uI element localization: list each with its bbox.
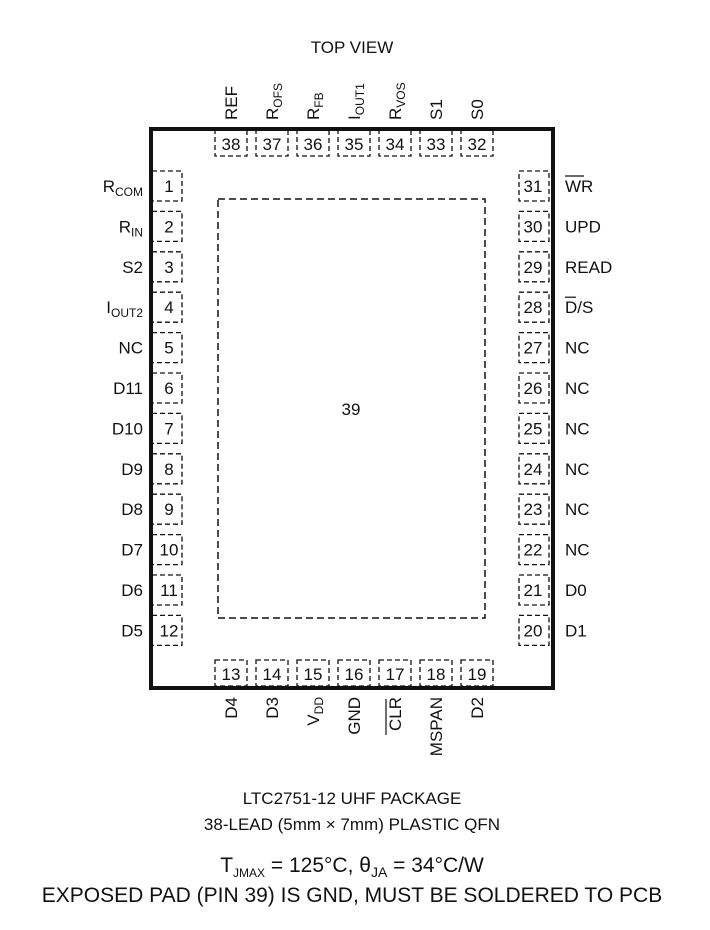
pin-number: 32 (467, 135, 487, 154)
pin-name: READ (565, 257, 613, 277)
pin-label-clr (386, 697, 405, 731)
pin-label-d8 (121, 500, 143, 519)
pin-name: REF (222, 86, 241, 120)
pin-subscript: FB (312, 92, 326, 108)
pin-name: D3 (263, 697, 282, 719)
tj-subscript: JMAX (233, 866, 266, 880)
pin-number: 8 (164, 459, 174, 479)
pin-label-d5 (121, 621, 143, 640)
pin-number: 22 (523, 540, 543, 560)
pin-name: V (304, 714, 323, 726)
pin-name: D9 (121, 459, 143, 479)
pin-name: D6 (121, 581, 143, 600)
right-pin-column (519, 171, 612, 645)
pin-number: 3 (164, 257, 174, 277)
theta-value: = 34°C/W (387, 854, 484, 877)
pin-label-rin (119, 217, 143, 239)
pin-label-read (565, 258, 612, 277)
pin-label-ref (222, 86, 241, 120)
pin-name: GND (345, 697, 364, 735)
pin-label-d9 (121, 460, 143, 479)
pin-name: NC (565, 500, 590, 520)
pin-number: 24 (523, 459, 543, 479)
pin-label-mspan (427, 697, 446, 756)
pin-number: 5 (164, 338, 174, 358)
pin-number: 4 (164, 298, 174, 318)
exposed-pad-number: 39 (341, 400, 361, 419)
pin-name: MSPAN (427, 697, 446, 757)
pin-label-rofs (263, 83, 285, 120)
pin-name: D0 (565, 581, 587, 600)
pin-number: 16 (344, 665, 364, 684)
pin-name: I (345, 115, 364, 120)
pin-name: D7 (121, 540, 143, 560)
pin-name: D4 (222, 697, 241, 719)
pin-name: CLR (386, 697, 405, 732)
tj-symbol: T (220, 854, 234, 877)
exposed-pad-note: EXPOSED PAD (PIN 39) IS GND, MUST BE SOLDERED TO PCB (41, 884, 663, 907)
pin-number: 1 (164, 177, 174, 196)
pin-number: 15 (303, 665, 323, 684)
pin-name: NC (565, 338, 590, 358)
pin-number: 30 (523, 217, 543, 237)
pin-label-d11 (113, 379, 143, 398)
pin-label-nc (118, 339, 143, 358)
pin-label-s2 (122, 258, 143, 277)
pin-number: 25 (523, 419, 543, 439)
pin-name: NC (565, 459, 590, 479)
pin-name: NC (118, 338, 143, 358)
pin-label-nc (565, 339, 590, 358)
lead-caption: 38-LEAD (5mm × 7mm) PLASTIC QFN (203, 815, 501, 834)
pin-subscript: OUT2 (110, 306, 143, 321)
diagram-title: TOP VIEW (310, 38, 394, 57)
pin-label-rfb (304, 92, 326, 120)
pin-number: 26 (523, 379, 543, 398)
pin-label-d4 (222, 697, 241, 719)
pin-name: R (386, 107, 405, 120)
pin-name: D5 (121, 621, 143, 641)
pin-label-d3 (263, 697, 282, 719)
pin-name: D2 (468, 697, 487, 719)
pin-name: S0 (468, 99, 487, 120)
pin-label-d1 (565, 621, 587, 640)
pin-number: 10 (159, 540, 179, 560)
pin-number: 23 (523, 500, 543, 520)
bottom-pin-row (215, 660, 493, 756)
pin-number: 11 (160, 581, 178, 600)
pin-name: S2 (122, 257, 143, 277)
pin-number: 12 (159, 621, 179, 641)
pin-label-rcom (103, 177, 143, 199)
pin-label-upd (565, 217, 601, 236)
pin-name: NC (565, 540, 590, 560)
pin-number: 18 (426, 665, 446, 684)
pin-label-d0 (565, 581, 587, 600)
pin-label-nc (565, 500, 590, 519)
pin-number: 37 (262, 135, 282, 154)
pin-number: 20 (523, 621, 543, 641)
pin-number: 31 (523, 177, 543, 196)
pin-number: 21 (523, 581, 543, 600)
package-caption: LTC2751-12 UHF PACKAGE (242, 789, 462, 808)
pin-name: S1 (427, 99, 446, 120)
pin-subscript: COM (115, 185, 143, 199)
pin-number: 6 (164, 379, 174, 398)
pin-subscript: IN (131, 225, 143, 240)
pin-name: NC (565, 419, 590, 439)
pin-label-d-s (565, 298, 593, 317)
pin-name: R (118, 217, 131, 237)
pin-subscript: OUT1 (353, 83, 367, 116)
pin-label-vdd (304, 697, 326, 726)
pin-label-d7 (121, 541, 143, 560)
pin-label-iout1 (345, 83, 367, 120)
pin-subscript: VOS (394, 82, 408, 108)
thermal-caption (220, 854, 484, 880)
pin-number: 13 (221, 665, 241, 684)
pin-name: R (304, 107, 323, 120)
pin-label-s1 (427, 99, 446, 120)
pin-label-nc (565, 419, 590, 438)
pin-number: 36 (303, 135, 323, 154)
pin-number: 33 (426, 135, 446, 154)
pin-name: D/S (565, 298, 594, 318)
pin-number: 19 (467, 665, 487, 684)
pin-label-rvos (386, 82, 408, 120)
pin-label-d2 (468, 697, 487, 719)
pin-label-nc (565, 460, 590, 479)
pin-number: 35 (344, 135, 364, 154)
tj-value: = 125°C, θ (265, 854, 371, 877)
pin-name: D1 (565, 621, 587, 641)
left-pin-column (103, 171, 182, 645)
pin-label-wr (565, 177, 593, 196)
top-pin-row (215, 82, 493, 156)
pin-name: D11 (113, 379, 143, 398)
pin-number: 17 (385, 665, 405, 684)
pin-number: 28 (523, 298, 543, 318)
pin-label-d10 (112, 419, 143, 438)
pin-number: 29 (523, 257, 543, 277)
pin-name: NC (565, 379, 590, 398)
pin-name: R (263, 107, 282, 120)
pin-number: 27 (523, 338, 543, 358)
pin-subscript: DD (312, 697, 326, 715)
pin-label-d6 (121, 581, 143, 600)
pin-name: I (106, 298, 111, 318)
pin-name: R (102, 177, 115, 196)
pin-label-gnd (345, 697, 364, 735)
theta-subscript: JA (370, 864, 388, 880)
pin-name: D10 (111, 419, 143, 439)
pin-number: 14 (262, 665, 282, 684)
pin-number: 7 (164, 419, 174, 439)
pin-name: D8 (121, 500, 143, 520)
pin-name: WR (565, 177, 594, 196)
pin-number: 9 (164, 500, 174, 520)
pin-subscript: OFS (271, 83, 285, 108)
pin-number: 34 (385, 135, 405, 154)
pin-label-nc (565, 379, 590, 398)
pin-name: UPD (565, 217, 601, 237)
pin-number: 38 (221, 135, 241, 154)
pin-label-nc (565, 541, 590, 560)
pin-label-iout2 (106, 298, 143, 320)
pin-number: 2 (164, 217, 174, 237)
pin-label-s0 (468, 99, 487, 120)
